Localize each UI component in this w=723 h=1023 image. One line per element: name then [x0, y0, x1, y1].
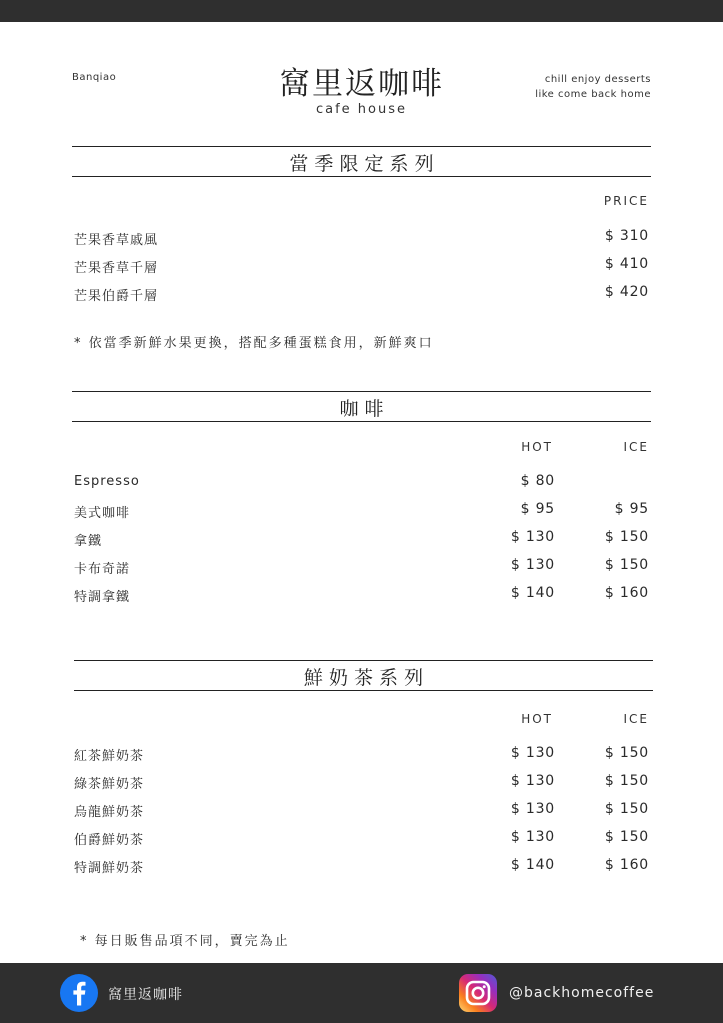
- menu-item-price: $ 420: [604, 284, 649, 300]
- menu-item-name: 烏龍鮮奶茶: [74, 805, 145, 820]
- tagline-line-2: like come back home: [535, 89, 651, 100]
- menu-item-name: 芒果香草戚風: [74, 233, 159, 248]
- menu-item-name: 特調拿鐵: [74, 590, 131, 605]
- coffee-section-title: 咖 啡: [339, 398, 384, 420]
- menu-item-ice-price: $ 160: [604, 857, 649, 873]
- menu-item-ice-price: $ 150: [604, 745, 649, 761]
- menu-item-name: 綠茶鮮奶茶: [74, 777, 145, 792]
- section-rule-top: [72, 391, 651, 392]
- section-rule-bottom: [74, 690, 653, 691]
- menu-item-name: Espresso: [74, 474, 140, 489]
- milk-tea-section-title: 鮮 奶 茶 系 列: [303, 667, 424, 689]
- menu-item-hot-price: $ 130: [510, 801, 555, 817]
- top-bar: [0, 0, 723, 22]
- brand-title: 窩里返咖啡: [279, 66, 444, 102]
- availability-note: * 每日販售品項不同，賣完為止: [80, 934, 290, 949]
- tagline-line-1: chill enjoy desserts: [544, 74, 651, 85]
- section-rule-top: [74, 660, 653, 661]
- section-rule-bottom: [72, 421, 651, 422]
- ice-column-header: ICE: [623, 712, 649, 726]
- menu-item-name: 美式咖啡: [74, 506, 131, 521]
- facebook-icon[interactable]: [60, 974, 98, 1012]
- menu-item-name: 芒果香草千層: [74, 261, 159, 276]
- price-column-header: PRICE: [603, 194, 649, 208]
- facebook-page-link[interactable]: 窩里返咖啡: [108, 987, 183, 1003]
- menu-item-ice-price: $ 150: [604, 801, 649, 817]
- menu-item-ice-price: $ 150: [604, 557, 649, 573]
- menu-item-name: 拿鐵: [74, 534, 103, 549]
- location-label: Banqiao: [72, 72, 117, 83]
- instagram-icon[interactable]: [459, 974, 497, 1012]
- hot-column-header: HOT: [521, 440, 553, 454]
- menu-item-hot-price: $ 130: [510, 557, 555, 573]
- menu-item-hot-price: $ 130: [510, 773, 555, 789]
- instagram-handle-link[interactable]: @backhomecoffee: [509, 985, 655, 1001]
- menu-item-ice-price: $ 160: [604, 585, 649, 601]
- menu-item-ice-price: $ 150: [604, 829, 649, 845]
- section-rule-top: [72, 146, 651, 147]
- brand-subtitle: cafe house: [315, 102, 408, 117]
- menu-item-hot-price: $ 130: [510, 829, 555, 845]
- menu-item-hot-price: $ 80: [520, 473, 555, 489]
- menu-item-price: $ 410: [604, 256, 649, 272]
- menu-item-name: 紅茶鮮奶茶: [74, 749, 145, 764]
- menu-item-hot-price: $ 140: [510, 857, 555, 873]
- ice-column-header: ICE: [623, 440, 649, 454]
- menu-item-name: 卡布奇諾: [74, 562, 131, 577]
- hot-column-header: HOT: [521, 712, 553, 726]
- menu-item-ice-price: $ 150: [604, 529, 649, 545]
- menu-item-name: 特調鮮奶茶: [74, 861, 145, 876]
- menu-item-name: 芒果伯爵千層: [74, 289, 159, 304]
- menu-item-price: $ 310: [604, 228, 649, 244]
- section-rule-bottom: [72, 176, 651, 177]
- menu-item-hot-price: $ 140: [510, 585, 555, 601]
- menu-item-hot-price: $ 95: [520, 501, 555, 517]
- menu-item-hot-price: $ 130: [510, 529, 555, 545]
- seasonal-note: * 依當季新鮮水果更換，搭配多種蛋糕食用，新鮮爽口: [74, 336, 434, 351]
- menu-item-name: 伯爵鮮奶茶: [74, 833, 145, 848]
- tagline: [535, 72, 651, 102]
- menu-item-ice-price: $ 95: [614, 501, 649, 517]
- menu-item-hot-price: $ 130: [510, 745, 555, 761]
- seasonal-section-title: 當 季 限 定 系 列: [289, 153, 434, 175]
- menu-item-ice-price: $ 150: [604, 773, 649, 789]
